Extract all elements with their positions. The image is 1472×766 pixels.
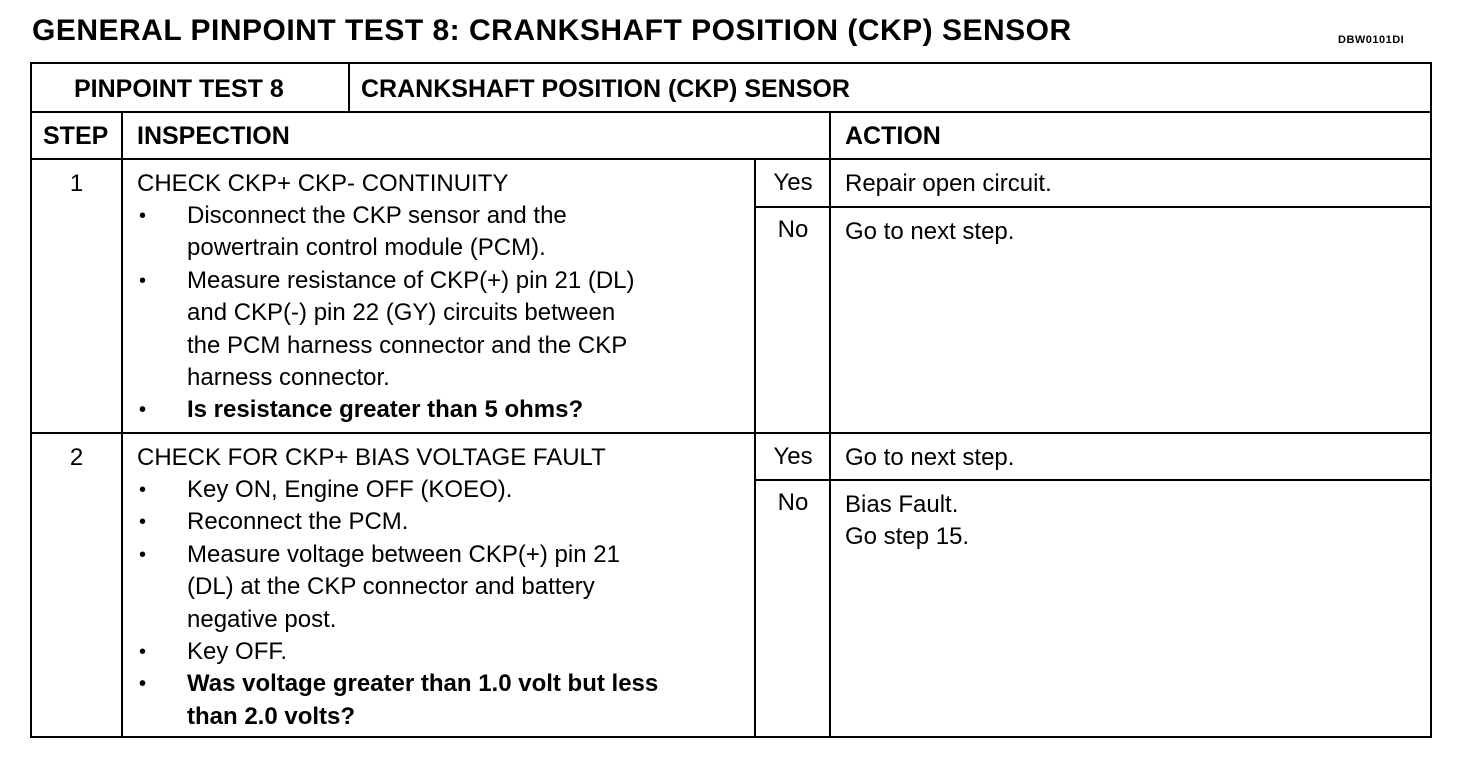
bullet-item: • Reconnect the PCM. xyxy=(137,506,658,538)
bullet-continuation: harness connector. xyxy=(187,364,390,392)
no-action: Go to next step. xyxy=(845,218,1015,245)
bullet-continuation: negative post. xyxy=(187,605,337,633)
inspection-bullets xyxy=(137,474,658,733)
row-divider xyxy=(32,158,1430,160)
row-divider xyxy=(32,432,1430,434)
row-divider xyxy=(754,206,1430,208)
row-divider xyxy=(32,111,1430,113)
bullet-continuation: and CKP(-) pin 22 (GY) circuits between xyxy=(187,299,616,327)
bullet-item: • Measure voltage between CKP(+) pin 21 xyxy=(137,539,658,571)
bullet-continuation: the PCM harness connector and the CKP xyxy=(187,331,628,359)
step-number: 2 xyxy=(69,444,84,471)
bullet-item: • Measure resistance of CKP(+) pin 21 (DL) xyxy=(137,265,635,297)
bullet-item: • Key ON, Engine OFF (KOEO). xyxy=(137,474,658,506)
yes-label: Yes xyxy=(773,169,813,196)
bullet-continuation: than 2.0 volts? xyxy=(187,702,356,730)
yes-action: Go to next step. xyxy=(845,444,1015,471)
document-code: DBW0101DI xyxy=(1338,34,1405,46)
bullet-item: • Disconnect the CKP sensor and the xyxy=(137,200,635,232)
step-number: 1 xyxy=(69,170,84,197)
column-divider xyxy=(829,111,831,736)
inspection-bullets xyxy=(137,200,635,427)
document-title: GENERAL PINPOINT TEST 8: CRANKSHAFT POSITION (CKP) SENSOR xyxy=(32,14,1072,47)
column-divider xyxy=(348,64,350,111)
bullet-question: • Is resistance greater than 5 ohms? xyxy=(137,394,635,426)
yes-action: Repair open circuit. xyxy=(845,170,1052,197)
bullet-item: • Key OFF. xyxy=(137,636,658,668)
no-action-followup: Go step 15. xyxy=(845,523,970,550)
inspection-heading: CHECK FOR CKP+ BIAS VOLTAGE FAULT xyxy=(137,444,606,471)
column-header-inspection: INSPECTION xyxy=(137,122,290,150)
column-header-action: ACTION xyxy=(845,122,941,150)
no-label: No xyxy=(777,489,809,516)
column-divider xyxy=(121,111,123,736)
no-label: No xyxy=(777,216,809,243)
column-header-step: STEP xyxy=(43,122,109,150)
test-name: CRANKSHAFT POSITION (CKP) SENSOR xyxy=(361,75,850,103)
yes-label: Yes xyxy=(773,443,813,470)
row-divider xyxy=(754,479,1430,481)
no-action: Bias Fault. xyxy=(845,491,959,518)
bullet-question: • Was voltage greater than 1.0 volt but less xyxy=(137,668,658,700)
pinpoint-table xyxy=(30,62,1432,738)
test-label: PINPOINT TEST 8 xyxy=(74,75,284,103)
inspection-heading: CHECK CKP+ CKP- CONTINUITY xyxy=(137,170,509,197)
bullet-continuation: powertrain control module (PCM). xyxy=(187,234,546,262)
bullet-continuation: (DL) at the CKP connector and battery xyxy=(187,573,595,601)
